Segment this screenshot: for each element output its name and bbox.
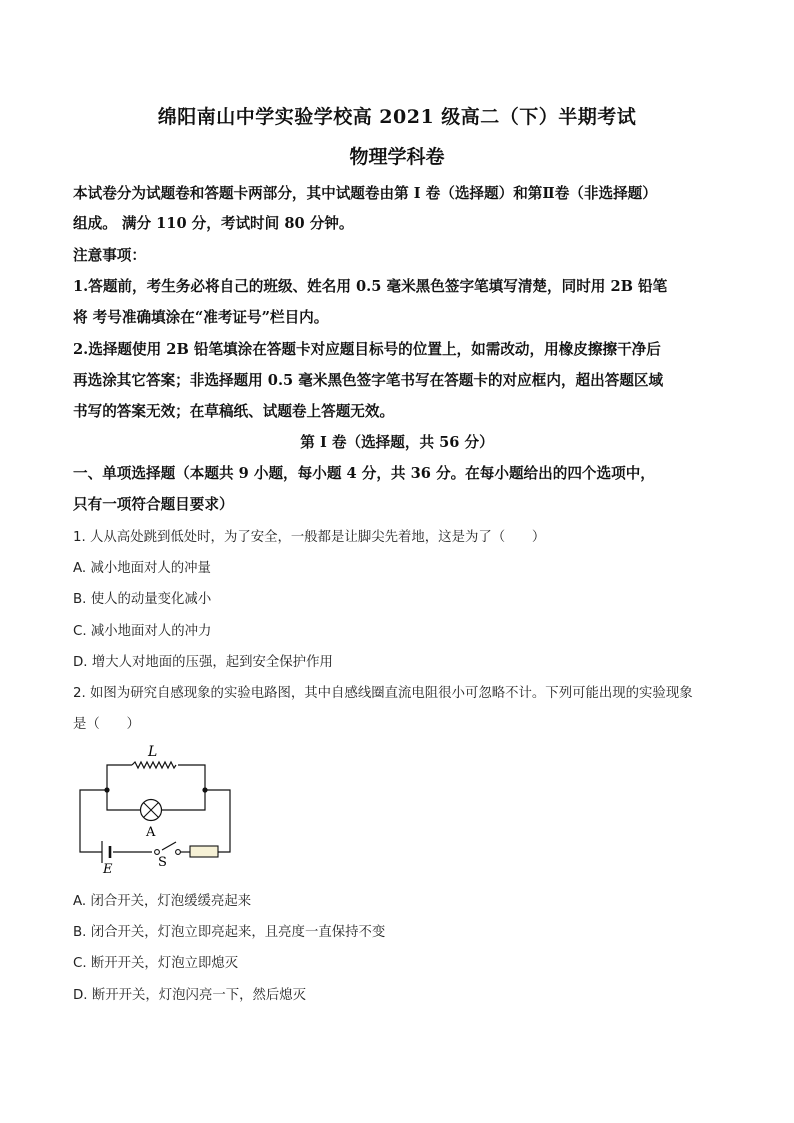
intro-line-2: 组成。 满分 110 分，考试时间 80 分钟。 [73,215,354,232]
switch-contact-left [155,850,160,855]
question-2-option-d: D. 断开开关，灯泡闪亮一下，然后熄灭 [73,988,307,1003]
circuit-diagram [70,740,250,875]
label-battery: E [103,862,113,875]
battery-icon [102,841,110,863]
question-1-option-b: B. 使人的动量变化减小 [73,592,212,607]
junction-dot-right [202,787,207,792]
switch-contact-right [176,850,181,855]
label-switch: S [158,855,167,870]
volume-title: 第 I 卷（选择题，共 56 分） [300,434,494,451]
label-inductor: L [148,744,158,760]
notice-item-1-line-2: 将 考号准确填涂在“准考证号”栏目内。 [73,309,329,326]
label-lamp: A [146,825,156,840]
part-heading-line-1: 一、单项选择题（本题共 9 小题，每小题 4 分，共 36 分。在每小题给出的四个选项中， [73,465,655,482]
lamp-icon [141,800,162,821]
junction-dot-left [104,787,109,792]
notice-heading: 注意事项： [73,247,146,264]
page-title: 绵阳南山中学实验学校高 2021 级高二（下）半期考试 [157,106,637,128]
notice-item-2-line-3: 书写的答案无效；在草稿纸、试题卷上答题无效。 [73,403,395,420]
notice-item-1-line-1: 1.答题前，考生务必将自己的班级、姓名用 0.5 毫米黑色签字笔填写清楚，同时用 2B 铅笔 [73,278,668,295]
switch-blade [162,842,176,850]
question-2-option-b: B. 闭合开关，灯泡立即亮起来，且亮度一直保持不变 [73,925,386,940]
question-2-option-a: A. 闭合开关，灯泡缓缓亮起来 [73,894,252,909]
question-1-option-c: C. 减小地面对人的冲力 [73,624,212,639]
question-1-option-a: A. 减小地面对人的冲量 [73,561,211,576]
inductor-coil [132,762,176,768]
notice-item-2-line-2: 再选涂其它答案；非选择题用 0.5 毫米黑色签字笔书写在答题卡的对应框内，超出答题区域 [73,372,664,389]
question-2-stem-line-1: 2. 如图为研究自感现象的实验电路图，其中自感线圈直流电阻很小可忽略不计。下列可能出现的实验现象 [73,686,693,701]
part-heading-line-2: 只有一项符合题目要求） [73,496,234,513]
question-2-option-c: C. 断开开关，灯泡立即熄灭 [73,956,239,971]
question-2-stem-line-2: 是（ ） [73,717,140,732]
question-1-option-d: D. 增大人对地面的压强，起到安全保护作用 [73,655,333,670]
intro-line-1: 本试卷分为试题卷和答题卡两部分，其中试题卷由第 I 卷（选择题）和第Ⅱ卷（非选择题） [73,185,657,202]
resistor-icon [190,846,218,857]
page-subtitle: 物理学科卷 [349,146,445,168]
notice-item-2-line-1: 2.选择题使用 2B 铅笔填涂在答题卡对应题目标号的位置上，如需改动，用橡皮擦擦干净后 [73,341,661,358]
question-1-stem: 1. 人从高处跳到低处时，为了安全，一般都是让脚尖先着地，这是为了（ ） [73,530,546,545]
